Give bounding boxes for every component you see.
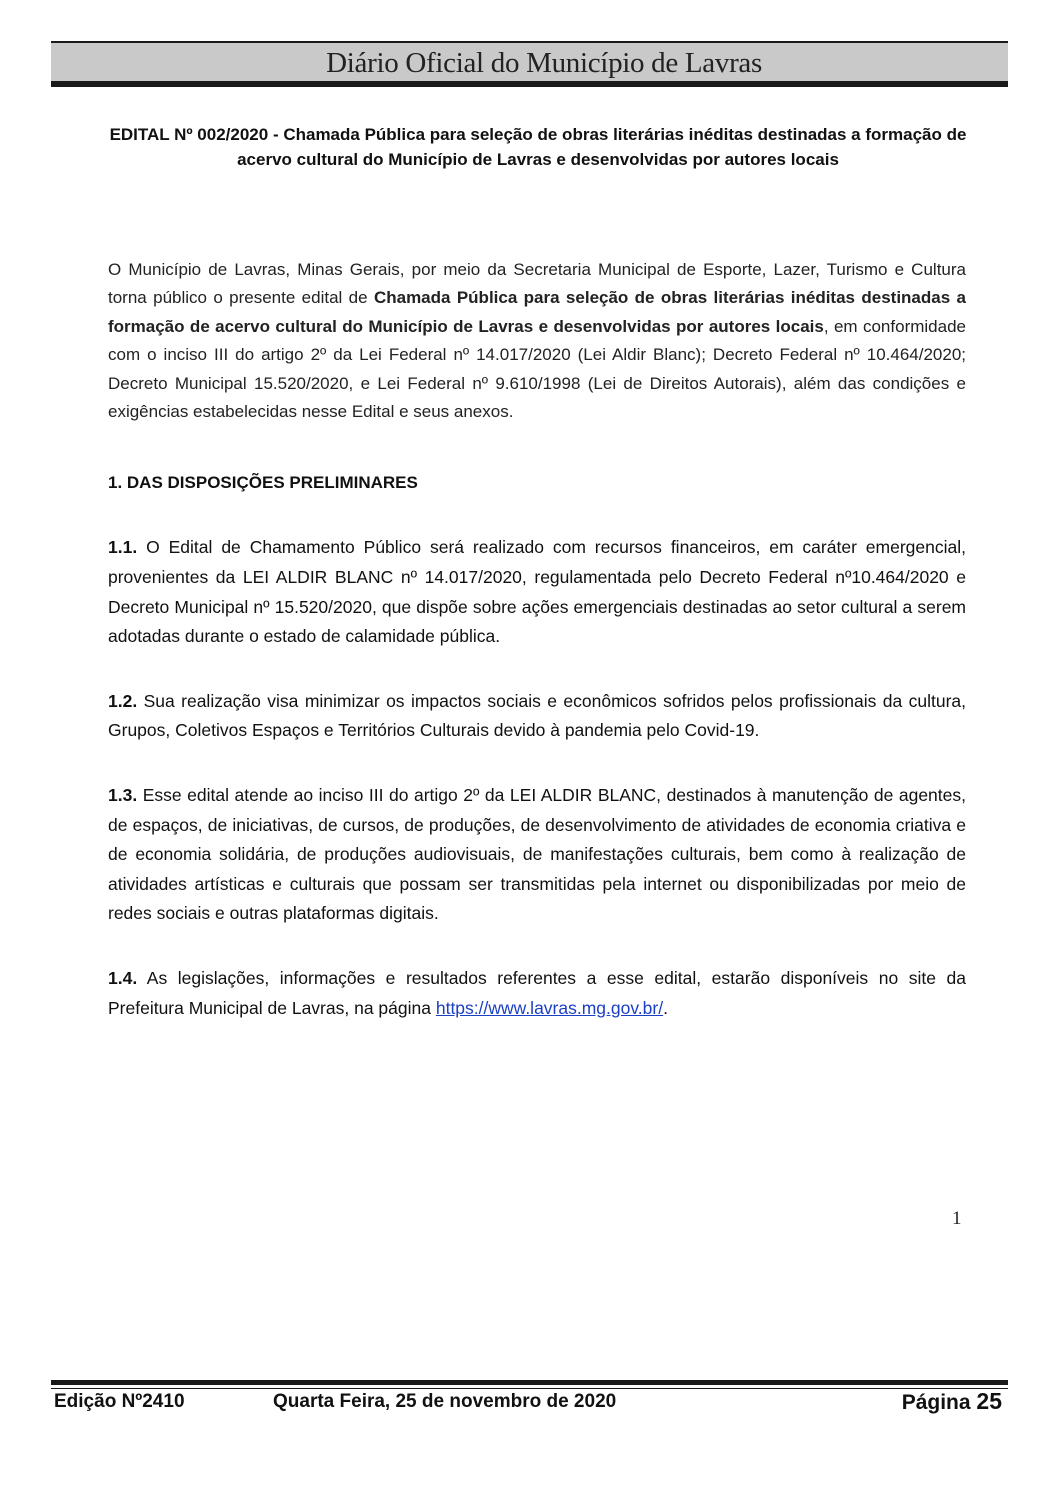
clause-text: O Edital de Chamamento Público será realizado com recursos financeiros, em caráter emergencial, provenientes da LEI ALDIR BLANC nº 14.017/2020, regulamentada pelo Decreto Federal nº10.464/2020 e Decreto Municipal nº 15.520/2020, que dispõe sobre ações emergenciais destinadas ao setor cultural a serem adotadas durante o estado de calamidade pública. bbox=[108, 537, 966, 647]
edition-number: Edição Nº2410 bbox=[54, 1391, 185, 1412]
clause-text-end: . bbox=[663, 997, 668, 1018]
document-body bbox=[108, 256, 966, 1023]
gazette-page bbox=[902, 1388, 1002, 1415]
clause-1-1 bbox=[108, 533, 966, 651]
footer-thin-rule bbox=[51, 1388, 1008, 1389]
clause-text: Sua realização visa minimizar os impactos sociais e econômicos sofridos pelos profissionais da cultura, Grupos, Coletivos Espaços e Territórios Culturais devido à pandemia pelo Covid-19. bbox=[108, 690, 966, 741]
clause-number: 1.3. bbox=[108, 785, 138, 805]
footer bbox=[51, 1380, 1008, 1420]
clause-text: As legislações, informações e resultados referentes a esse edital, estarão disponíveis no site da Prefeitura Municipal de Lavras, na página bbox=[108, 967, 966, 1018]
clause-number: 1.4. bbox=[108, 967, 138, 988]
masthead-bottom-rule bbox=[51, 81, 1008, 87]
document-page-number: 1 bbox=[952, 1208, 962, 1229]
gazette-title: Diário Oficial do Município de Lavras bbox=[326, 47, 762, 79]
gazette-page-number: 25 bbox=[976, 1388, 1002, 1414]
clause-1-4 bbox=[108, 964, 966, 1023]
intro-bold-text: Chamada Pública para seleção de obras literárias inéditas destinadas a formação de acervo cultural do Município de Lavras e desenvolvidas por autores locais bbox=[108, 288, 966, 336]
intro-text-2: , em conformidade com o inciso III do artigo 2º da Lei Federal nº 14.017/2020 (Lei Aldir Blanc); Decreto Federal nº 10.464/2020; Decreto Municipal 15.520/2020, e Lei Federal nº 9.610/1998 (Lei de Direitos Autorais), além das condições e exigências estabelecidas nesse Edital e seus anexos. bbox=[108, 316, 966, 422]
intro-text-1: O Município de Lavras, Minas Gerais, por meio da Secretaria Municipal de Esporte, Lazer, Turismo e Cultura torna público o presente edital de bbox=[108, 260, 966, 308]
masthead bbox=[51, 41, 1008, 89]
clause-1-3 bbox=[108, 781, 966, 929]
intro-paragraph bbox=[108, 256, 966, 426]
publication-date: Quarta Feira, 25 de novembro de 2020 bbox=[273, 1391, 617, 1412]
page-label: Página bbox=[901, 1391, 971, 1414]
clause-1-2 bbox=[108, 687, 966, 746]
section-heading: 1. DAS DISPOSIÇÕES PRELIMINARES bbox=[108, 473, 418, 493]
clause-number: 1.1. bbox=[108, 537, 138, 558]
edital-title: EDITAL Nº 002/2020 - Chamada Pública para seleção de obras literárias inéditas destinadas a formação de acervo cultural do Município de Lavras e desenvolvidas por autores locais bbox=[109, 125, 967, 169]
prefeitura-website-link[interactable]: https://www.lavras.mg.gov.br/ bbox=[435, 997, 664, 1018]
clause-text: Esse edital atende ao inciso III do artigo 2º da LEI ALDIR BLANC, destinados à manutenção de agentes, de espaços, de iniciativas, de cursos, de produções, de desenvolvimento de atividades de economia criativa e de economia solidária, de produções audiovisuais, de manifestações culturais, bem como à realização de atividades artísticas e culturais que possam ser transmitidas pela internet ou disponibilizadas por meio de redes sociais e outras plataformas digitais. bbox=[108, 785, 966, 924]
footer-thick-rule bbox=[51, 1380, 1008, 1385]
clause-number: 1.2. bbox=[108, 690, 138, 711]
